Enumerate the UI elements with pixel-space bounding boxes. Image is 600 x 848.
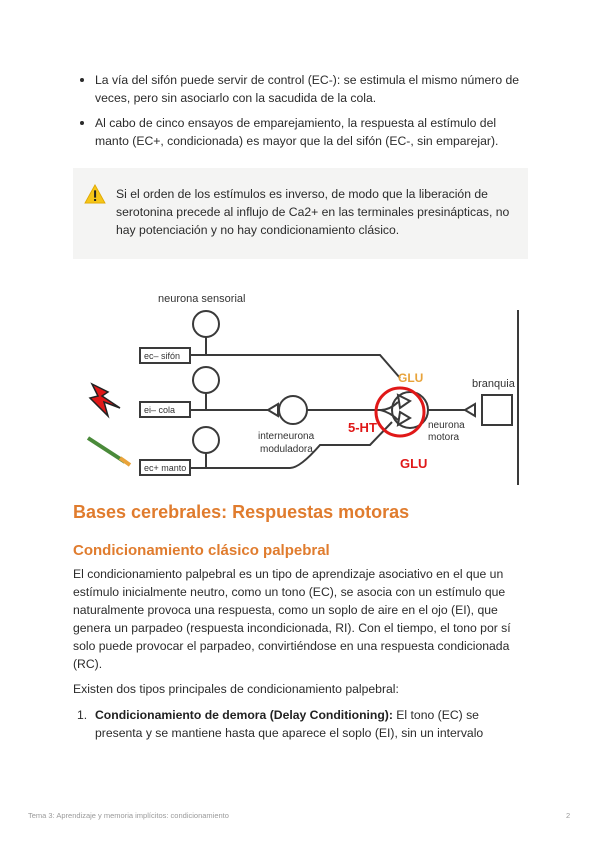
bullet-item: Al cabo de cinco ensayos de emparejamiento, la respuesta al estímulo del manto (EC+, condicionada) es mayor que la del sifón (EC-, sin emparejar). xyxy=(73,114,533,150)
warning-callout xyxy=(73,168,528,259)
list-item xyxy=(73,706,529,742)
page-number: 2 xyxy=(566,811,571,820)
subsection-title: Condicionamiento clásico palpebral xyxy=(73,542,330,559)
interneuron xyxy=(279,396,307,424)
sensory-neuron-tail xyxy=(193,367,219,393)
footer-title: Tema 3: Aprendizaje y memoria implícitos: condicionamiento xyxy=(28,811,229,820)
interneuron-label: interneurona xyxy=(258,431,315,442)
numbered-list xyxy=(73,706,529,742)
gill-box xyxy=(482,395,512,425)
bullet-item: La vía del sifón puede servir de control (EC-): se estimula el mismo número de veces, pero sin asociarlo con la sacudida de la cola. xyxy=(73,71,533,107)
warning-icon xyxy=(84,184,106,204)
sensory-neuron-mantle xyxy=(193,427,219,453)
paragraph: Existen dos tipos principales de condicionamiento palpebral: xyxy=(73,682,399,696)
sensory-neuron-label: neurona sensorial xyxy=(158,293,246,305)
section-title: Bases cerebrales: Respuestas motoras xyxy=(73,502,410,522)
glu-bottom-label: GLU xyxy=(400,456,428,471)
aplysia-circuit-diagram xyxy=(80,280,525,490)
shock-bolt-icon xyxy=(90,384,120,416)
sensory-neuron-siphon xyxy=(193,311,219,337)
callout-text: Si el orden de los estímulos es inverso, de modo que la liberación de serotonina precede al influjo de Ca2+ en las terminales presinápticas, no hay potenciación y no hay condicionamiento clásico. xyxy=(116,187,510,237)
motor-neuron-label-2: motora xyxy=(428,432,460,443)
tail-label: ei– cola xyxy=(144,405,176,415)
mantle-label: ec+ manto xyxy=(144,463,187,473)
glu-top-label: GLU xyxy=(398,371,424,385)
bullet-list xyxy=(73,71,533,157)
paragraph: El condicionamiento palpebral es un tipo de aprendizaje asociativo en el que un estímulo inicialmente neutro, como un tono (EC), se asocia con un estímulo que naturalmente provoca una respuesta, como un soplo de aire en el ojo (EI), que genera un parpadeo (respuesta incondicionada, RI). Con el tiempo, el tono por sí solo puede provocar el parpadeo, convirtiéndose en una respuesta condicionada (RC). xyxy=(73,567,511,671)
siphon-label: ec– sifón xyxy=(144,351,181,361)
motor-neuron-label: neurona xyxy=(428,420,465,431)
list-number: 1. xyxy=(77,708,88,722)
serotonin-label: 5-HT xyxy=(348,420,377,435)
list-item-title: Condicionamiento de demora (Delay Conditioning): xyxy=(95,708,393,722)
interneuron-label-2: moduladora xyxy=(260,444,313,455)
touch-probe-icon xyxy=(88,438,130,465)
gill-label: branquia xyxy=(472,378,515,390)
list-item-text: El tono (EC) se presenta y se mantiene hasta que aparece el soplo (EI), sin un intervalo xyxy=(95,708,484,740)
